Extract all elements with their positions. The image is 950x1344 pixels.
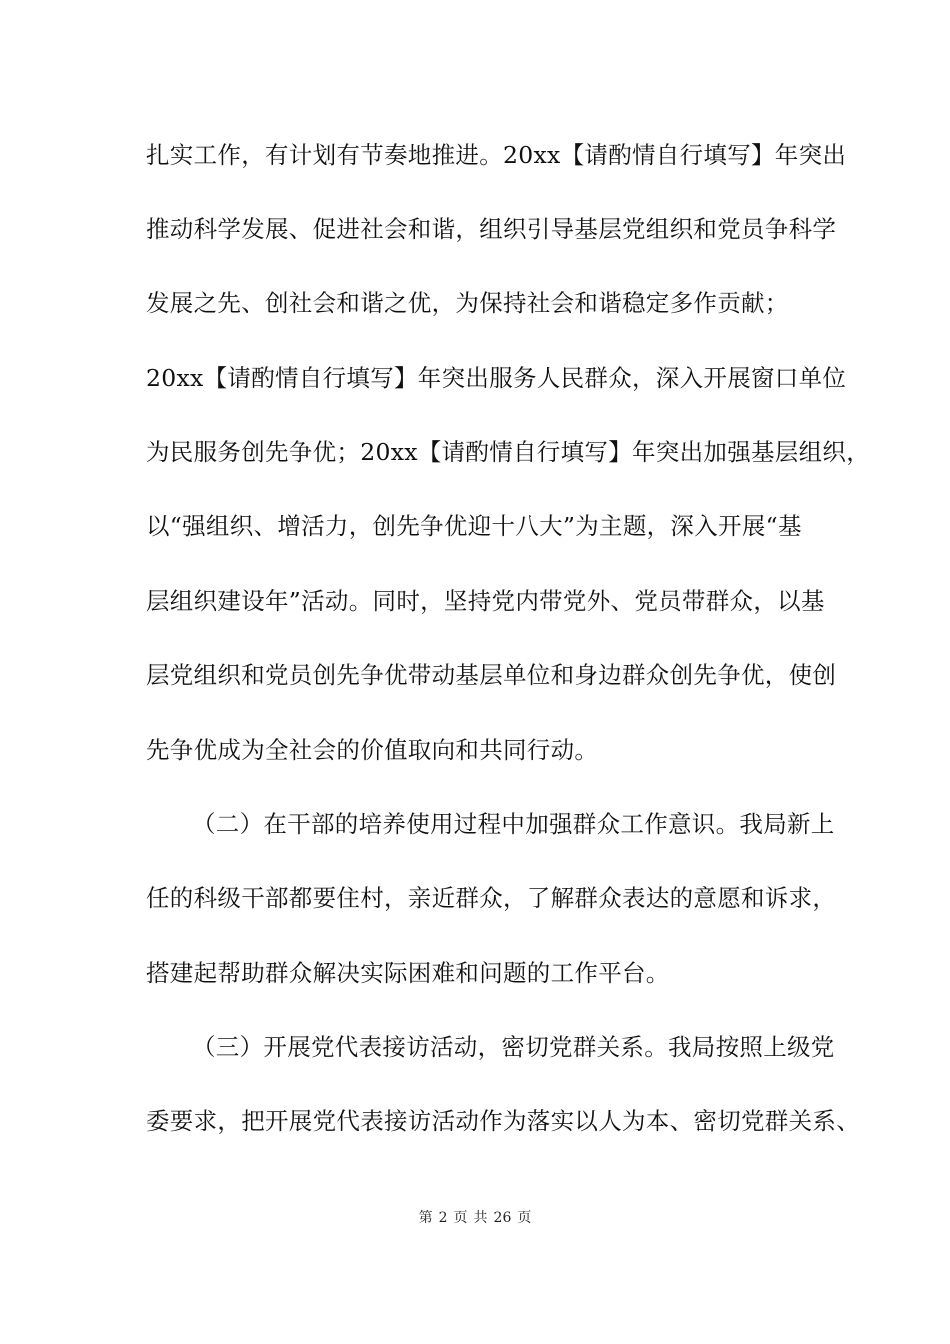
body-text-line: 搭建起帮助群众解决实际困难和问题的工作平台。 — [146, 959, 670, 987]
body-text-line: 先争优成为全社会的价值取向和共同行动。 — [146, 736, 599, 764]
paragraph-start-line: （三）开展党代表接访活动，密切党群关系。我局按照上级党 — [192, 1033, 835, 1061]
body-text-line: 20xx【请酌情自行填写】年突出服务人民群众，深入开展窗口单位 — [146, 364, 847, 392]
body-text-line: 层组织建设年”活动。同时，坚持党内带党外、党员带群众，以基 — [146, 587, 825, 615]
body-text-line: 发展之先、创社会和谐之优，为保持社会和谐稳定多作贡献； — [146, 289, 789, 317]
body-text-line: 扎实工作，有计划有节奏地推进。20xx【请酌情自行填写】年突出 — [146, 141, 847, 169]
current-page-number: 2 — [438, 1210, 448, 1226]
footer-prefix: 第 — [418, 1210, 433, 1226]
footer-total-prefix: 共 — [473, 1210, 488, 1226]
total-page-number: 26 — [493, 1210, 512, 1226]
footer-page-word-end: 页 — [517, 1210, 532, 1226]
paragraph-start-line: （二）在干部的培养使用过程中加强群众工作意识。我局新上 — [192, 810, 835, 838]
body-text-line: 推动科学发展、促进社会和谐，组织引导基层党组织和党员争科学 — [146, 215, 837, 243]
body-text-line: 层党组织和党员创先争优带动基层单位和身边群众创先争优，使创 — [146, 661, 837, 689]
body-text-line: 为民服务创先争优；20xx【请酌情自行填写】年突出加强基层组织， — [146, 438, 871, 466]
page-footer — [0, 1208, 950, 1228]
body-text-line: 委要求，把开展党代表接访活动作为落实以人为本、密切党群关系、 — [146, 1107, 860, 1135]
footer-page-word: 页 — [453, 1210, 468, 1226]
body-text-line: 任的科级干部都要住村，亲近群众，了解群众表达的意愿和诉求， — [146, 884, 837, 912]
body-text-line: 以“强组织、增活力，创先争优迎十八大”为主题，深入开展“基 — [146, 512, 802, 540]
